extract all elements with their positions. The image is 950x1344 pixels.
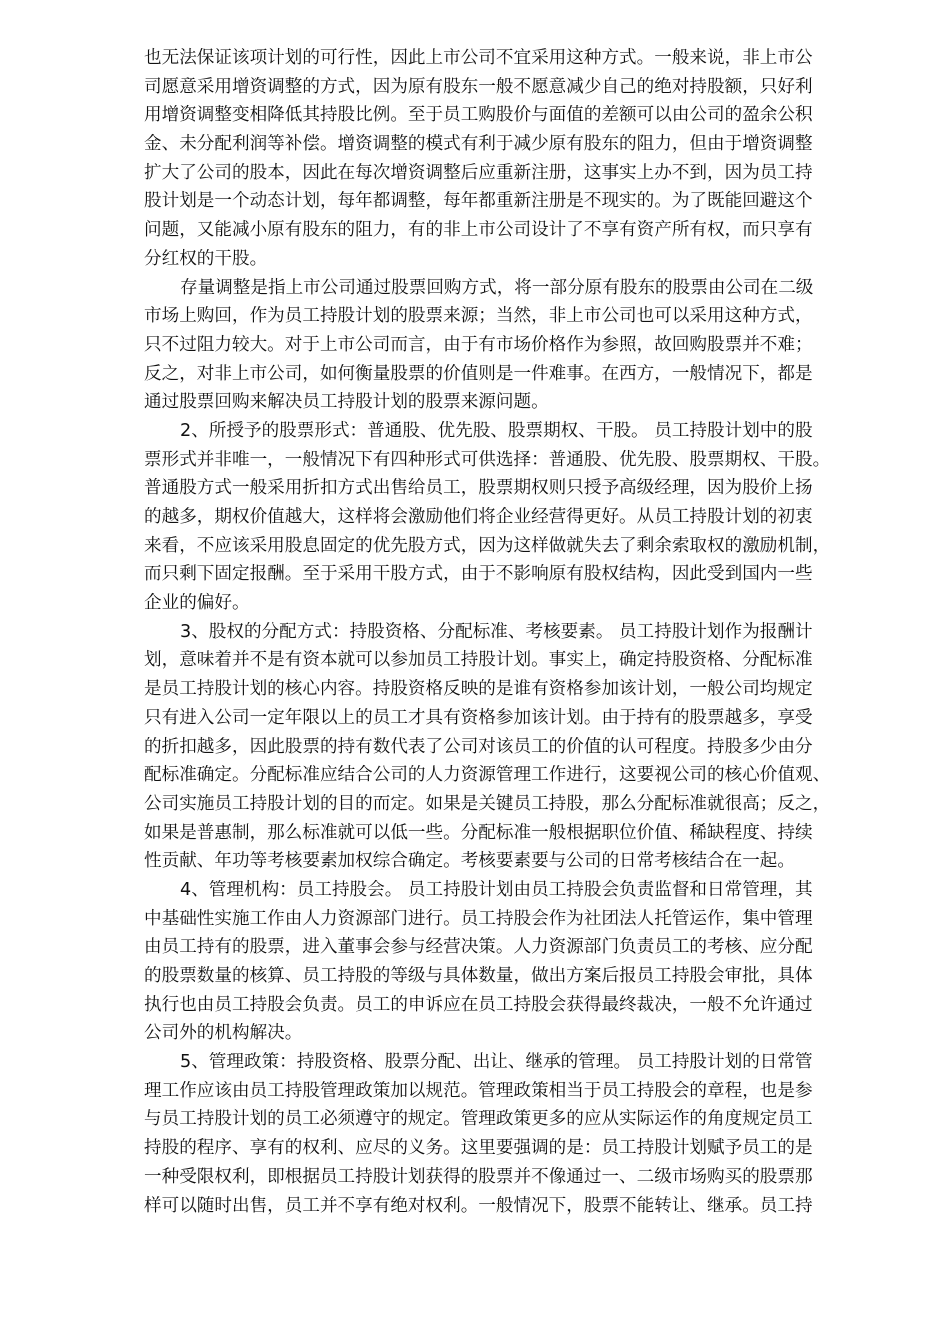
section-heading-line: 3、股权的分配方式：持股资格、分配标准、考核要素。 员工持股计划作为报酬计 [180, 621, 813, 642]
body-line: 是员工持股计划的核心内容。持股资格反映的是谁有资格参加该计划，一般公司均规定 [144, 679, 813, 700]
body-line: 执行也由员工持股会负责。员工的申诉应在员工持股会获得最终裁决，一般不允许通过 [144, 994, 813, 1015]
body-line: 划，意味着并不是有资本就可以参加员工持股计划。事实上，确定持股资格、分配标准 [144, 650, 813, 671]
body-line: 分红权的干股。 [144, 248, 268, 269]
body-line: 由员工持有的股票，进入董事会参与经营决策。人力资源部门负责员工的考核、应分配 [144, 937, 813, 958]
body-line: 企业的偏好。 [144, 593, 250, 614]
body-line: 而只剩下固定报酬。至于采用干股方式，由于不影响原有股权结构，因此受到国内一些 [144, 564, 813, 585]
section-heading-line: 4、管理机构：员工持股会。 员工持股计划由员工持股会负责监督和日常管理，其 [180, 879, 813, 900]
body-line: 只有进入公司一定年限以上的员工才具有资格参加该计划。由于持有的股票越多，享受 [144, 707, 813, 728]
body-line: 司愿意采用增资调整的方式，因为原有股东一般不愿意减少自己的绝对持股额，只好利 [144, 76, 813, 97]
body-line: 金、未分配利润等补偿。增资调整的模式有利于减少原有股东的阻力，但由于增资调整 [144, 134, 813, 155]
body-line: 公司实施员工持股计划的目的而定。如果是关键员工持股，那么分配标准就很高；反之， [144, 793, 831, 814]
body-line: 持股的程序、享有的权利、应尽的义务。这里要强调的是：员工持股计划赋予员工的是 [144, 1138, 813, 1159]
body-line: 也无法保证该项计划的可行性，因此上市公司不宜采用这种方式。一般来说，非上市公 [144, 48, 813, 68]
body-line: 样可以随时出售，员工并不享有绝对权利。一般情况下，股票不能转让、继承。员工持 [144, 1195, 813, 1216]
document-body [144, 44, 890, 1249]
body-line: 一种受限权利，即根据员工持股计划获得的股票并不像通过一、二级市场购买的股票那 [144, 1166, 813, 1187]
body-line: 用增资调整变相降低其持股比例。至于员工购股价与面值的差额可以由公司的盈余公积 [144, 105, 813, 126]
body-line: 扩大了公司的股本，因此在每次增资调整后应重新注册，这事实上办不到，因为员工持 [144, 162, 813, 183]
body-line: 只不过阻力较大。对于上市公司而言，由于有市场价格作为参照，故回购股票并不难； [144, 334, 813, 355]
section-heading-line: 5、管理政策：持股资格、股票分配、出让、继承的管理。 员工持股计划的日常管 [180, 1052, 813, 1073]
body-line: 市场上购回，作为员工持股计划的股票来源；当然，非上市公司也可以采用这种方式， [144, 306, 813, 327]
section-heading-line: 2、所授予的股票形式：普通股、优先股、股票期权、干股。 员工持股计划中的股 [180, 420, 813, 441]
body-line: 性贡献、年功等考核要素加权综合确定。考核要素要与公司的日常考核结合在一起。 [144, 851, 795, 872]
body-line: 的越多，期权价值越大，这样将会激励他们将企业经营得更好。从员工持股计划的初衷 [144, 507, 813, 527]
body-line: 反之，对非上市公司，如何衡量股票的价值则是一件难事。在西方，一般情况下，都是 [144, 363, 813, 384]
body-line: 的折扣越多，因此股票的持有数代表了公司对该员工的价值的认可程度。持股多少由分 [144, 736, 813, 757]
body-line: 股计划是一个动态计划，每年都调整，每年都重新注册是不现实的。为了既能回避这个 [144, 191, 813, 212]
body-line: 中基础性实施工作由人力资源部门进行。员工持股会作为社团法人托管运作，集中管理 [144, 908, 813, 929]
body-line: 普通股方式一般采用折扣方式出售给员工，股票期权则只授予高级经理，因为股价上扬 [144, 478, 813, 499]
body-line: 公司外的机构解决。 [144, 1023, 303, 1044]
body-line: 理工作应该由员工持股管理政策加以规范。管理政策相当于员工持股会的章程，也是参 [144, 1080, 813, 1101]
body-line: 如果是普惠制，那么标准就可以低一些。分配标准一般根据职位价值、稀缺程度、持续 [144, 822, 813, 843]
body-line: 票形式并非唯一，一般情况下有四种形式可供选择：普通股、优先股、股票期权、干股。 [144, 449, 831, 470]
body-line: 通过股票回购来解决员工持股计划的股票来源问题。 [144, 392, 549, 413]
body-line: 来看，不应该采用股息固定的优先股方式，因为这样做就失去了剩余索取权的激励机制， [144, 535, 831, 556]
body-line [144, 1220, 890, 1249]
body-line: 问题，又能减小原有股东的阻力，有的非上市公司设计了不享有资产所有权，而只享有 [144, 220, 813, 241]
body-line: 配标准确定。分配标准应结合公司的人力资源管理工作进行，这要视公司的核心价值观、 [144, 765, 831, 786]
paragraph-first-line: 存量调整是指上市公司通过股票回购方式，将一部分原有股东的股票由公司在二级 [180, 277, 814, 298]
body-line: 的股票数量的核算、员工持股的等级与具体数量，做出方案后报员工持股会审批，具体 [144, 966, 813, 986]
body-line: 与员工持股计划的员工必须遵守的规定。管理政策更多的应从实际运作的角度规定员工 [144, 1109, 813, 1130]
